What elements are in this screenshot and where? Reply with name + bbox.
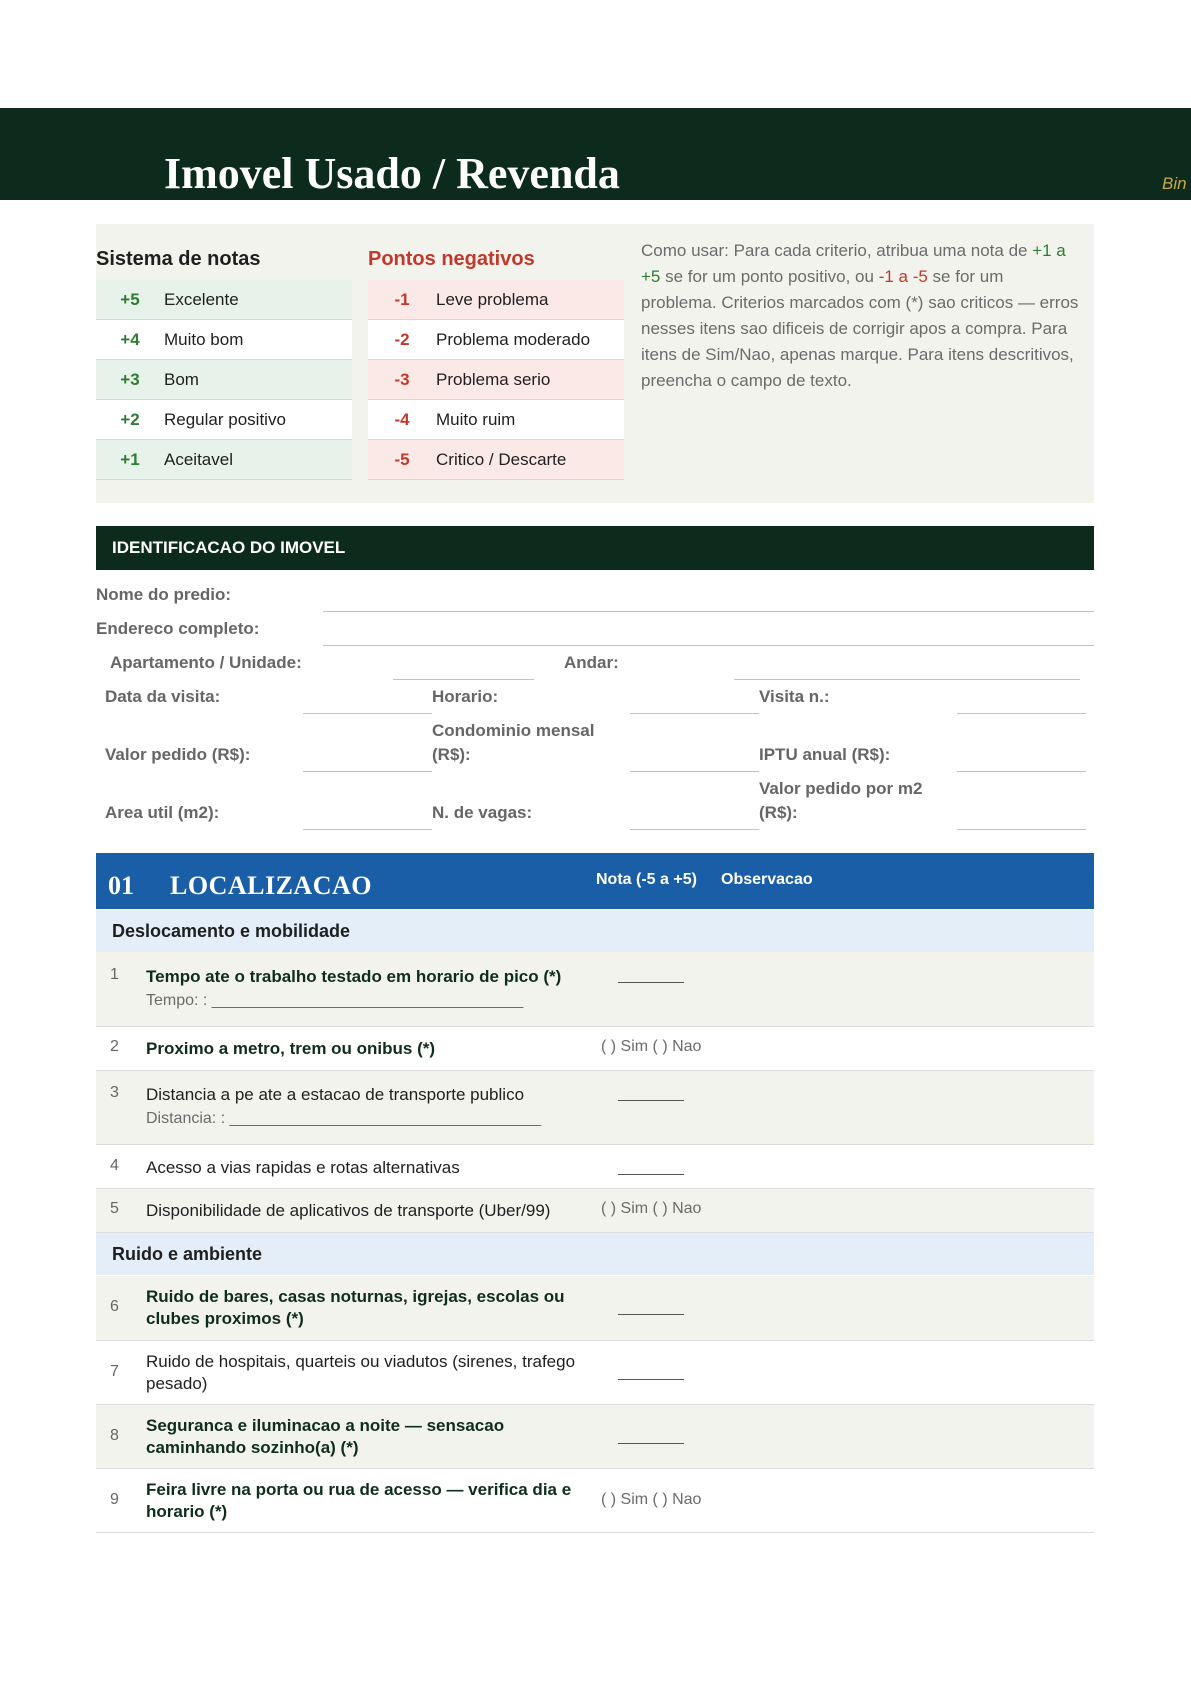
area-field[interactable] — [303, 829, 432, 830]
score-label: Regular positivo — [164, 409, 286, 429]
criterion-text: Feira livre na porta ou rua de acesso — verifica dia e horario (*) — [146, 1480, 572, 1521]
area-label: Area util (m2): — [105, 803, 220, 822]
score-value: +4 — [120, 329, 140, 349]
criterion-number: 3 — [110, 1084, 119, 1101]
condo-fee-label-line: Condominio mensal — [432, 721, 595, 740]
yes-no-choice[interactable]: ( ) Sim ( ) Nao — [601, 1038, 702, 1055]
criterion-text: Tempo ate o trabalho testado em horario de pico (*) — [146, 967, 562, 986]
notes-cell[interactable] — [712, 952, 1094, 1026]
notes-cell[interactable] — [712, 1145, 1094, 1188]
visit-number-label: Visita n.: — [759, 687, 830, 706]
notes-cell[interactable] — [712, 1189, 1094, 1232]
visit-date-label: Data da visita: — [105, 687, 221, 706]
asking-price-field[interactable] — [303, 771, 432, 772]
score-field[interactable] — [618, 1100, 684, 1101]
notes-cell[interactable] — [712, 1027, 1094, 1070]
unit-label: Apartamento / Unidade: — [110, 653, 302, 672]
condo-fee-label — [432, 719, 594, 767]
group-heading: Deslocamento e mobilidade — [96, 910, 1094, 952]
time-field[interactable] — [630, 713, 759, 714]
criterion-text: Disponibilidade de aplicativos de transporte (Uber/99) — [146, 1201, 551, 1220]
legend-row — [368, 280, 624, 320]
condo-fee-label-line: (R$): — [432, 745, 471, 764]
criterion-number: 4 — [110, 1157, 119, 1174]
time-label: Horario: — [432, 687, 499, 706]
parking-field[interactable] — [630, 829, 759, 830]
criterion-row — [96, 1145, 1094, 1189]
address-field[interactable] — [323, 645, 1094, 646]
criterion-subfield[interactable]: Distancia: : ___________________________________ — [146, 1110, 542, 1127]
score-value: +1 — [120, 449, 140, 469]
building-name-label: Nome do predio: — [96, 585, 232, 604]
score-label: Critico / Descarte — [436, 449, 567, 469]
condo-fee-field[interactable] — [630, 771, 759, 772]
help-text: se for um problema. Criterios marcados com (*) sao criticos — erros nesses itens sao dificeis de corrigir apos a compra. Para itens de Sim/Nao, apenas marque. Para itens descritivos, preencha o campo de texto. — [641, 267, 1079, 390]
legend-row — [368, 320, 624, 360]
criterion-text: Acesso a vias rapidas e rotas alternativas — [146, 1158, 460, 1177]
help-text: Como usar: Para cada criterio, atribua uma nota de — [641, 241, 1033, 260]
score-label: Leve problema — [436, 289, 549, 309]
price-per-m2-label-line: (R$): — [759, 803, 798, 822]
criterion-number: 2 — [110, 1038, 119, 1055]
yes-no-choice[interactable]: ( ) Sim ( ) Nao — [601, 1200, 702, 1217]
criterion-text: Ruido de hospitais, quarteis ou viadutos (sirenes, trafego pesado) — [146, 1352, 576, 1393]
notes-column-header: Observacao — [721, 871, 813, 888]
visit-date-field[interactable] — [303, 713, 432, 714]
legend-row — [96, 360, 352, 400]
score-value: -1 — [394, 289, 410, 309]
notes-cell[interactable] — [712, 1405, 1094, 1468]
building-name-field[interactable] — [323, 611, 1094, 612]
notes-cell[interactable] — [712, 1276, 1094, 1340]
criterion-row — [96, 1027, 1094, 1071]
positive-heading: Sistema de notas — [96, 248, 261, 270]
score-label: Muito ruim — [436, 409, 516, 429]
score-field[interactable] — [618, 1174, 684, 1175]
criterion-row — [96, 1405, 1094, 1469]
negative-heading: Pontos negativos — [368, 248, 535, 270]
criterion-row — [96, 952, 1094, 1027]
page-header — [0, 108, 1191, 200]
score-label: Aceitavel — [164, 449, 233, 469]
iptu-field[interactable] — [957, 771, 1086, 772]
criterion-number: 8 — [110, 1427, 119, 1444]
score-value: +5 — [120, 289, 140, 309]
criterion-row — [96, 1469, 1094, 1533]
price-per-m2-label-line: Valor pedido por m2 — [759, 779, 923, 798]
floor-label: Andar: — [564, 653, 619, 672]
legend-row — [96, 400, 352, 440]
section-header — [96, 853, 1094, 909]
criterion-number: 7 — [110, 1363, 119, 1380]
legend-row — [96, 280, 352, 320]
criterion-text: Proximo a metro, trem ou onibus (*) — [146, 1039, 436, 1058]
score-label: Excelente — [164, 289, 239, 309]
positive-range: +1 a +5 — [641, 241, 1066, 286]
criterion-row — [96, 1341, 1094, 1405]
notes-cell[interactable] — [712, 1469, 1094, 1532]
score-value: -5 — [394, 449, 410, 469]
scoring-legend — [96, 224, 1094, 503]
legend-row — [368, 360, 624, 400]
legend-row — [96, 320, 352, 360]
legend-row — [96, 440, 352, 480]
score-value: -2 — [394, 329, 410, 349]
asking-price-label: Valor pedido (R$): — [105, 745, 251, 764]
criterion-text: Distancia a pe ate a estacao de transporte publico — [146, 1085, 525, 1104]
help-text: se for um ponto positivo, ou — [660, 267, 879, 286]
floor-field[interactable] — [734, 679, 1080, 680]
group-heading: Ruido e ambiente — [96, 1233, 1094, 1275]
notes-cell[interactable] — [712, 1071, 1094, 1144]
price-per-m2-label — [759, 777, 922, 825]
address-label: Endereco completo: — [96, 619, 260, 638]
score-column-header: Nota (-5 a +5) — [596, 871, 697, 888]
criterion-number: 5 — [110, 1200, 119, 1217]
score-field[interactable] — [618, 982, 684, 983]
score-field[interactable] — [618, 1379, 684, 1380]
criterion-number: 6 — [110, 1298, 119, 1315]
unit-field[interactable] — [393, 679, 534, 680]
score-label: Muito bom — [164, 329, 244, 349]
positive-scores — [96, 224, 352, 480]
visit-number-field[interactable] — [957, 713, 1086, 714]
yes-no-choice[interactable]: ( ) Sim ( ) Nao — [601, 1491, 702, 1508]
legend-row — [368, 400, 624, 440]
iptu-label: IPTU anual (R$): — [759, 745, 891, 764]
criterion-subfield[interactable]: Tempo: : ___________________________________ — [146, 992, 524, 1009]
criterion-row — [96, 1189, 1094, 1233]
criterion-row — [96, 1071, 1094, 1145]
score-field[interactable] — [618, 1443, 684, 1444]
score-value: +2 — [120, 409, 140, 429]
notes-cell[interactable] — [712, 1341, 1094, 1404]
score-field[interactable] — [618, 1314, 684, 1315]
score-label: Problema moderado — [436, 329, 591, 349]
score-value: -3 — [394, 369, 410, 389]
identification-heading: IDENTIFICACAO DO IMOVEL — [96, 526, 1094, 570]
header-tagline: Bin — [1162, 174, 1187, 193]
criterion-number: 9 — [110, 1491, 119, 1508]
criterion-text: Seguranca e iluminacao a noite — sensacao caminhando sozinho(a) (*) — [146, 1416, 505, 1457]
legend-row — [368, 440, 624, 480]
score-value: +3 — [120, 369, 140, 389]
section-number: 01 — [108, 871, 134, 900]
section-title: LOCALIZACAO — [170, 871, 372, 900]
negative-scores — [368, 224, 624, 480]
score-label: Problema serio — [436, 369, 551, 389]
price-per-m2-field[interactable] — [957, 829, 1086, 830]
score-label: Bom — [164, 369, 199, 389]
criterion-text: Ruido de bares, casas noturnas, igrejas, escolas ou clubes proximos (*) — [146, 1287, 565, 1328]
score-value: -4 — [394, 409, 410, 429]
page-title: Imovel Usado / Revenda — [164, 149, 620, 198]
criterion-number: 1 — [110, 966, 119, 983]
parking-label: N. de vagas: — [432, 803, 533, 822]
negative-range: -1 a -5 — [878, 267, 928, 286]
usage-instructions — [641, 238, 1081, 394]
criterion-row — [96, 1276, 1094, 1341]
